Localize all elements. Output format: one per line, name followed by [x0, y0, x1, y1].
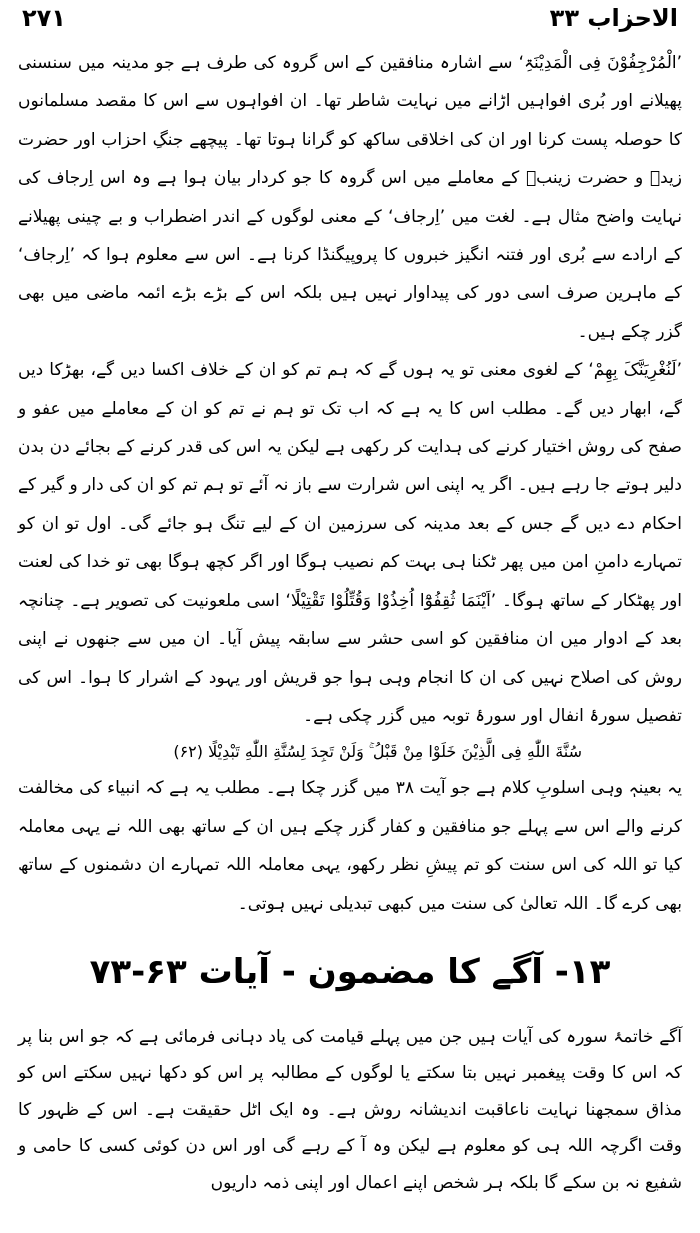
quran-verse: سُنَّةَ اللّٰهِ فِی الَّذِیْنَ خَلَوْا مِنْ قَبْلُ ۚ وَلَنْ تَجِدَ لِسُنَّةِ اللّٰهِ تَبْدِیْلًا (۶۲): [173, 742, 582, 762]
paragraph-closing-verses: آگے خاتمۂ سورہ کی آیات ہیں جن میں پہلے قیامت کی یاد دہانی فرمائی ہے کہ جو اس بنا پر کہ اس کا وقت پیغمبر نہیں بتا سکتے یا لوگوں کے مطالبہ پر اس کو دکھا نہیں سکتے اس کو مذاق سمجھنا نہایت ناعاقبت اندیشانہ روش ہے۔ وہ ایک اٹل حقیقت ہے۔ اس کے ظہور کا وقت اگرچہ اللہ ہی کو معلوم ہے لیکن وہ آ کے رہے گی اور اس دن کوئی کسی کا حامی و شفیع نہ بن سکے گا بلکہ ہر شخص اپنے اعمال اور اپنی ذمہ داریوں: [18, 1026, 682, 1193]
page-header: [0, 4, 700, 38]
paragraph-sunnat-allah: یہ بعینہٖ وہی اسلوبِ کلام ہے جو آیت ۳۸ میں گزر چکا ہے۔ مطلب یہ ہے کہ انبیاء کی مخالفت کرنے والے اس سے پہلے جو منافقین و کفار گزر چکے ہیں ان کے ساتھ بھی اللہ نے یہی معاملہ کیا تو اللہ کی اس سنت کو تم پیشِ نظر رکھو، یہی معاملہ اللہ تمہارے ان دشمنوں کے ساتھ بھی کرے گا۔ اللہ تعالیٰ کی سنت میں کبھی تبدیلی نہیں ہوتی۔: [18, 778, 682, 914]
page-content: [18, 44, 682, 1201]
page-number: ۲۷۱: [22, 4, 66, 32]
surah-title: الاحزاب ۳۳: [549, 4, 678, 32]
paragraph-murjifun: ’الْمُرْجِفُوْنَ فِی الْمَدِیْنَۃِ‘ سے اشارہ منافقین کے اس گروہ کی طرف ہے جو مدینہ میں سنسنی پھیلانے اور بُری افواہیں اڑانے میں نہایت شاطر تھا۔ ان افواہوں سے اس کا مقصد مسلمانوں کا حوصلہ پست کرنا اور ان کی اخلاقی ساکھ کو گرانا ہوتا تھا۔ پیچھے جنگِ احزاب اور حضرت زیدؓ و حضرت زینبؓ کے معاملے میں اس گروہ کا جو کردار بیان ہوا ہے وہ اس اِرجاف کی نہایت واضح مثال ہے۔ لغت میں ’اِرجاف‘ کے معنی لوگوں کے اندر اضطراب و بے چینی پھیلانے کے ارادے سے بُری اور فتنہ انگیز خبروں کا پروپیگنڈا کرنا ہے۔ اس سے معلوم ہوا کہ ’اِرجاف‘ کے ماہرین صرف اسی دور کی پیداوار نہیں ہیں بلکہ اس کے بڑے بڑے ائمہ ماضی میں بھی گزر چکے ہیں۔: [18, 53, 682, 342]
section-heading: ۱۳- آگے کا مضمون - آیات ۶۳-۷۳: [89, 951, 611, 992]
paragraph-lanughriyannaka: ’لَنُغْرِیَنَّکَ بِهِمْ‘ کے لغوی معنی تو یہ ہوں گے کہ ہم تم کو ان کے خلاف اکسا دیں گے، بھڑکا دیں گے، ابھار دیں گے۔ مطلب اس کا یہ ہے کہ اب تک تو ہم نے تم کو ان کے معاملے میں عفو و صفح کی روش اختیار کرنے کی ہدایت کر رکھی ہے لیکن یہ اس کی قدر کرنے کے بجائے دن بدن دلیر ہوتے جا رہے ہیں۔ اگر یہ اپنی اس شرارت سے باز نہ آئے تو ہم تم کو ان کی دار و گیر کے احکام دے دیں گے جس کے بعد مدینہ کی سرزمین ان کے لیے تنگ ہو جائے گی۔ اول تو ان کو تمہارے دامنِ امن میں پھر ٹکنا ہی بہت کم نصیب ہوگا اور اگر کچھ ہوگا بھی تو خدا کی لعنت اور پھٹکار کے ساتھ ہوگا۔ ’اَیْنَمَا ثُقِفُوْٓا اُخِذُوْا وَقُتِّلُوْا تَقْتِیْلًا‘ اسی ملعونیت کی تصویر ہے۔ چنانچہ بعد کے ادوار میں ان منافقین کو اسی حشر سے سابقہ پیش آیا۔ ان میں سے جنھوں نے اپنی روش کی اصلاح نہیں کی ان کا انجام وہی ہوا جو قریش اور یہود کے اشرار کا ہوا۔ اس کی تفصیل سورۂ انفال اور سورۂ توبہ میں گزر چکی ہے۔: [18, 360, 682, 726]
